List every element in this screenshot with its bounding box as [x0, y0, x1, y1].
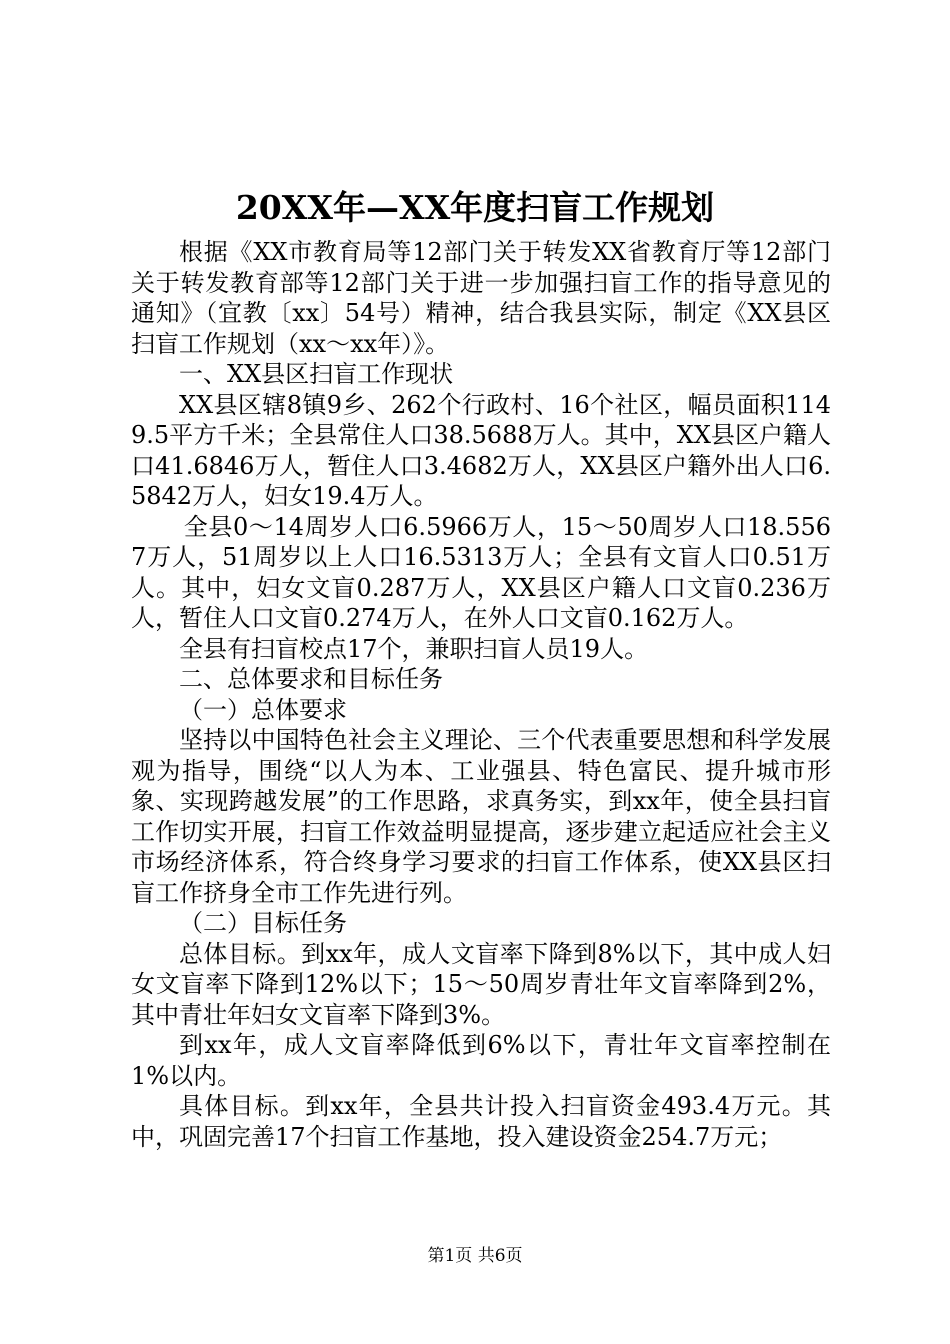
paragraph-intro: 根据《XX市教育局等12部门关于转发XX省教育厅等12部门关于转发教育部等12部门关于进一步加强扫盲工作的指导意见的通知》（宜教〔xx〕54号）精神，结合我县实际，制定《XX县区扫盲工作规划（xx～xx年）》。	[131, 238, 831, 358]
paragraph-schools: 全县有扫盲校点17个，兼职扫盲人员19人。	[179, 634, 649, 663]
paragraph-general: 坚持以中国特色社会主义理论、三个代表重要思想和科学发展观为指导，围绕“以人为本、工业强县、特色富民、提升城市形象、实现跨越发展”的工作思路，求真务实，到xx年，使全县扫盲工作切实开展，扫盲工作效益明显提高，逐步建立起适应社会主义市场经济体系，符合终身学习要求的扫盲工作体系，使XX县区扫盲工作挤身全市工作先进行列。	[131, 726, 831, 907]
paragraph-overview: XX县区辖8镇9乡、262个行政村、16个社区，幅员面积1149.5平方千米；全县常住人口38.5688万人。其中，XX县区户籍人口41.6846万人，暂住人口3.4682万人，XX县区户籍外出人口6.5842万人，妇女19.4万人。	[131, 390, 831, 510]
paragraph-specific-target: 具体目标。到xx年，全县共计投入扫盲资金493.4万元。其中，巩固完善17个扫盲工作基地，投入建设资金254.7万元；	[131, 1092, 831, 1151]
paragraph-population: 全县0～14周岁人口6.5966万人，15～50周岁人口18.5567万人，51周岁以上人口16.5313万人；全县有文盲人口0.51万人。其中，妇女文盲0.287万人，XX县区户籍人口文盲0.236万人，暂住人口文盲0.274万人，在外人口文盲0.162万人。	[131, 512, 831, 632]
document-body	[131, 237, 831, 1152]
document-title: 20XX年—XX年度扫盲工作规划	[235, 188, 715, 227]
subheading-targets: （二）目标任务	[179, 909, 347, 937]
section-heading-status: 一、XX县区扫盲工作现状	[179, 360, 454, 388]
paragraph-overall-target: 总体目标。到xx年，成人文盲率下降到8%以下，其中成人妇女文盲率下降到12%以下；15～50周岁青壮年文盲率降到2%，其中青壮年妇女文盲率下降到3%。	[131, 939, 831, 1029]
subheading-general: （一）总体要求	[179, 695, 347, 724]
section-heading-requirements: 二、总体要求和目标任务	[179, 665, 443, 693]
paragraph-rate-target: 到xx年，成人文盲率降低到6%以下，青壮年文盲率控制在1%以内。	[131, 1031, 831, 1090]
page-footer: 第1页 共6页	[427, 1246, 523, 1266]
